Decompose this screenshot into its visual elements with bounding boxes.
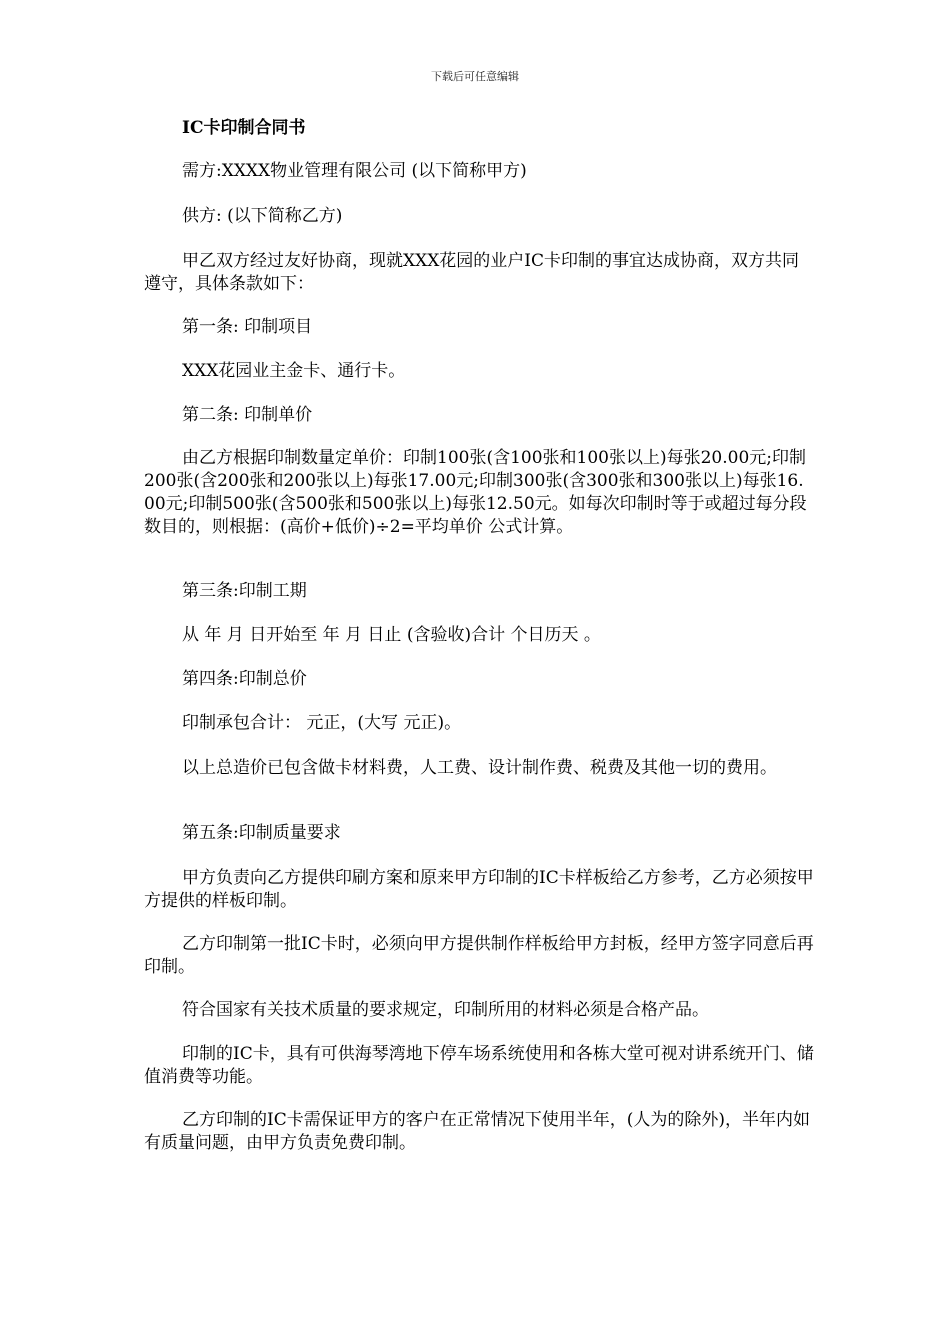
article-5-heading: 第五条:印制质量要求 [182,823,341,843]
article-1-heading: 第一条: 印制项目 [182,317,313,337]
header-note: 下载后可任意编辑 [431,70,519,83]
article-1-body: XXX花园业主金卡、通行卡。 [182,361,406,381]
article-5-item-5: 乙方印制的IC卡需保证甲方的客户在正常情况下使用半年，(人为的除外)，半年内如有质量问题，由甲方负责免费印制。 [144,1110,810,1153]
article-2-body: 由乙方根据印制数量定单价：印制100张(含100张和100张以上)每张20.00元;印制200张(含200张和200张以上)每张17.00元;印制300张(含300张和300张以上)每张16.00元;印制500张(含500张和500张以上)每张12.50元。如每次印制时等于或超过每分段数目的，则根据：(高价+低价)÷2=平均单价 公式计算。 [144,448,807,537]
article-2-heading: 第二条: 印制单价 [182,405,313,425]
article-4-note: 以上总造价已包含做卡材料费，人工费、设计制作费、税费及其他一切的费用。 [182,758,777,778]
paragraph-supplier: 供方: (以下简称乙方) [182,206,343,226]
article-4-heading: 第四条:印制总价 [182,669,307,689]
article-5-item-2: 乙方印制第一批IC卡时，必须向甲方提供制作样板给甲方封板，经甲方签字同意后再印制。 [144,934,814,977]
article-4-total: 印制承包合计： 元正，(大写 元正)。 [182,713,462,733]
document-title: IC卡印制合同书 [182,118,306,138]
article-3-heading: 第三条:印制工期 [182,581,307,601]
article-3-body: 从 年 月 日开始至 年 月 日止 (含验收)合计 个日历天 。 [182,625,601,645]
article-5-item-3: 符合国家有关技术质量的要求规定，印制所用的材料必须是合格产品。 [182,1000,709,1020]
paragraph-buyer: 需方:XXXX物业管理有限公司 (以下简称甲方) [182,161,527,181]
article-5-item-4: 印制的IC卡，具有可供海琴湾地下停车场系统使用和各栋大堂可视对讲系统开门、储值消费等功能。 [144,1044,814,1087]
paragraph-intro: 甲乙双方经过友好协商，现就XXX花园的业户IC卡印制的事宜达成协商，双方共同遵守，具体条款如下： [144,251,800,294]
article-5-item-1: 甲方负责向乙方提供印刷方案和原来甲方印制的IC卡样板给乙方参考，乙方必须按甲方提供的样板印制。 [144,868,814,911]
